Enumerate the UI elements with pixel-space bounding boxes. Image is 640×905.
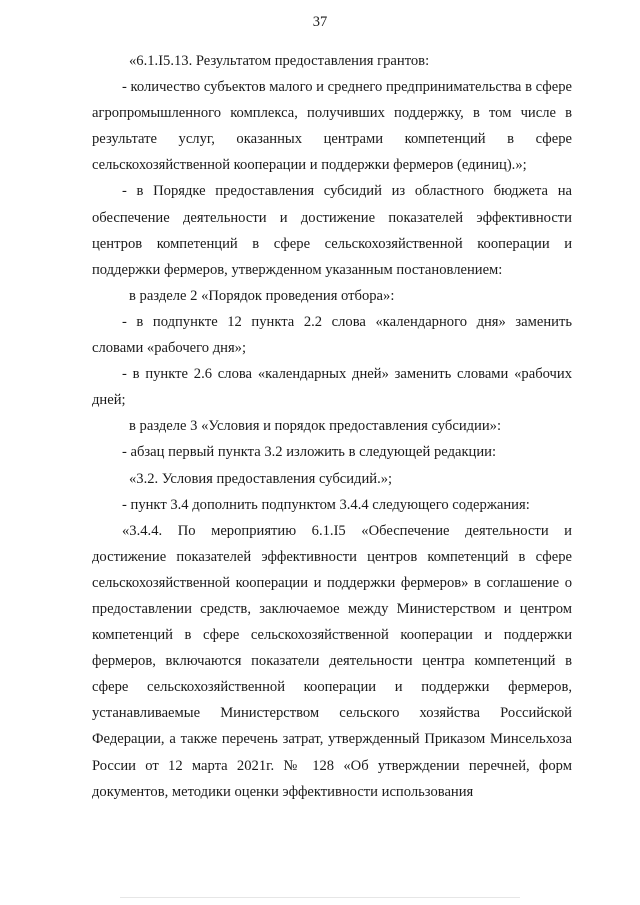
document-body — [92, 48, 572, 805]
paragraph-point-3-4: - пункт 3.4 дополнить подпунктом 3.4.4 следующего содержания: — [122, 496, 530, 513]
paragraph-point-3-2-text: «3.2. Условия предоставления субсидий.»; — [129, 470, 393, 487]
paragraph-section-2: в разделе 2 «Порядок проведения отбора»: — [129, 287, 395, 304]
paragraph-section-3: в разделе 3 «Условия и порядок предоставления субсидии»: — [129, 418, 502, 435]
paragraph-subpoint-12: - в подпункте 12 пункта 2.2 слова «календарного дня» заменить словами «рабочего дня»; — [92, 313, 572, 357]
page-number: 37 — [312, 14, 328, 30]
paragraph-grant-result-heading: «6.1.I5.13. Результатом предоставления грантов: — [129, 53, 430, 69]
paragraph-point-3-2: - абзац первый пункта 3.2 изложить в следующей редакции: — [122, 444, 497, 461]
paragraph-grant-result-item: - количество субъектов малого и среднего предпринимательства в сфере агропромышленного комплекса, получивших поддержку, в том числе в результате услуг, оказанных центрами компетенций в сфере сельскохозяйственной кооперации и поддержки фермеров (единиц).»; — [92, 79, 572, 174]
scan-edge-divider — [120, 897, 520, 898]
paragraph-subsidy-procedure: - в Порядке предоставления субсидий из областного бюджета на обеспечение деятельности и достижение показателей эффективности центров компетенций в сфере сельскохозяйственной кооперации и поддержки фермеров, утвержденном указанным постановлением: — [92, 183, 572, 278]
paragraph-point-2-6: - в пункте 2.6 слова «календарных дней» заменить словами «рабочих дней; — [92, 366, 572, 409]
paragraph-point-3-4-4: «3.4.4. По мероприятию 6.1.I5 «Обеспечение деятельности и достижение показателей эффективности центров компетенций в сфере сельскохозяйственной кооперации и поддержки фермеров» в соглашение о предоставлении средств, заключаемое между Министерством и центром компетенций в сфере сельскохозяйственной кооперации и поддержки фермеров, включаются показатели деятельности центра компетенций в сфере сельскохозяйственной кооперации и поддержки фермеров, устанавливаемые Министерством сельского хозяйства Российской Федерации, а также перечень затрат, утвержденный Приказом Минсельхоза России от 12 марта 2021г. № 128 «Об утверждении перечней, форм документов, методики оценки эффективности использования — [92, 522, 572, 800]
